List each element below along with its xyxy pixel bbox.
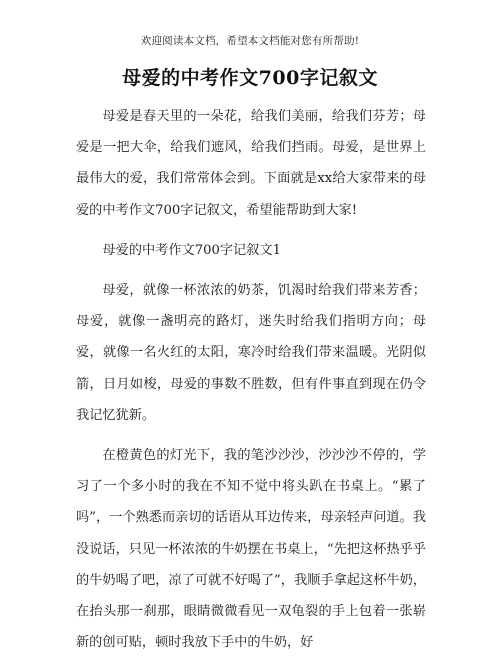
intro-paragraph: 母爱是春天里的一朵花，给我们美丽，给我们芬芳；母爱是一把大伞，给我们遮风，给我们挡雨。母爱，是世界上最伟大的爱，我们常常体会到。下面就是xx给大家带来的母爱的中考作文700字记叙文，希望能帮助到大家! [76, 109, 426, 218]
document-title: 母爱的中考作文700字记叙文 [122, 67, 378, 89]
page-header-note: 欢迎阅读本文档，希望本文档能对您有所帮助! [140, 35, 360, 47]
body-paragraph: 母爱，就像一杯浓浓的奶茶，饥渴时给我们带来芳香；母爱，就像一盏明亮的路灯，迷失时给我们指明方向；母爱，就像一名火红的太阳，寒冷时给我们带来温暖。光阴似箭，日月如梭，母爱的事数不胜数，但有件事直到现在仍令我记忆犹新。 [76, 283, 426, 423]
section-heading: 母爱的中考作文700字记叙文1 [102, 242, 282, 258]
body-paragraph: 在橙黄色的灯光下，我的笔沙沙沙，沙沙沙不停的，学习了一个多小时的我在不知不觉中将头趴在书桌上。“累了吗”，一个熟悉而亲切的话语从耳边传来，母亲轻声问道。我没说话，只见一杯浓浓的牛奶摆在书桌上，“先把这杯热乎乎的牛奶喝了吧，凉了可就不好喝了”，我顺手拿起这杯牛奶，在抬头那一刹那，眼睛微微看见一双龟裂的手上包着一张崭新的创可贴，顿时我放下手中的牛奶，好 [76, 448, 426, 651]
document-body [76, 101, 426, 667]
